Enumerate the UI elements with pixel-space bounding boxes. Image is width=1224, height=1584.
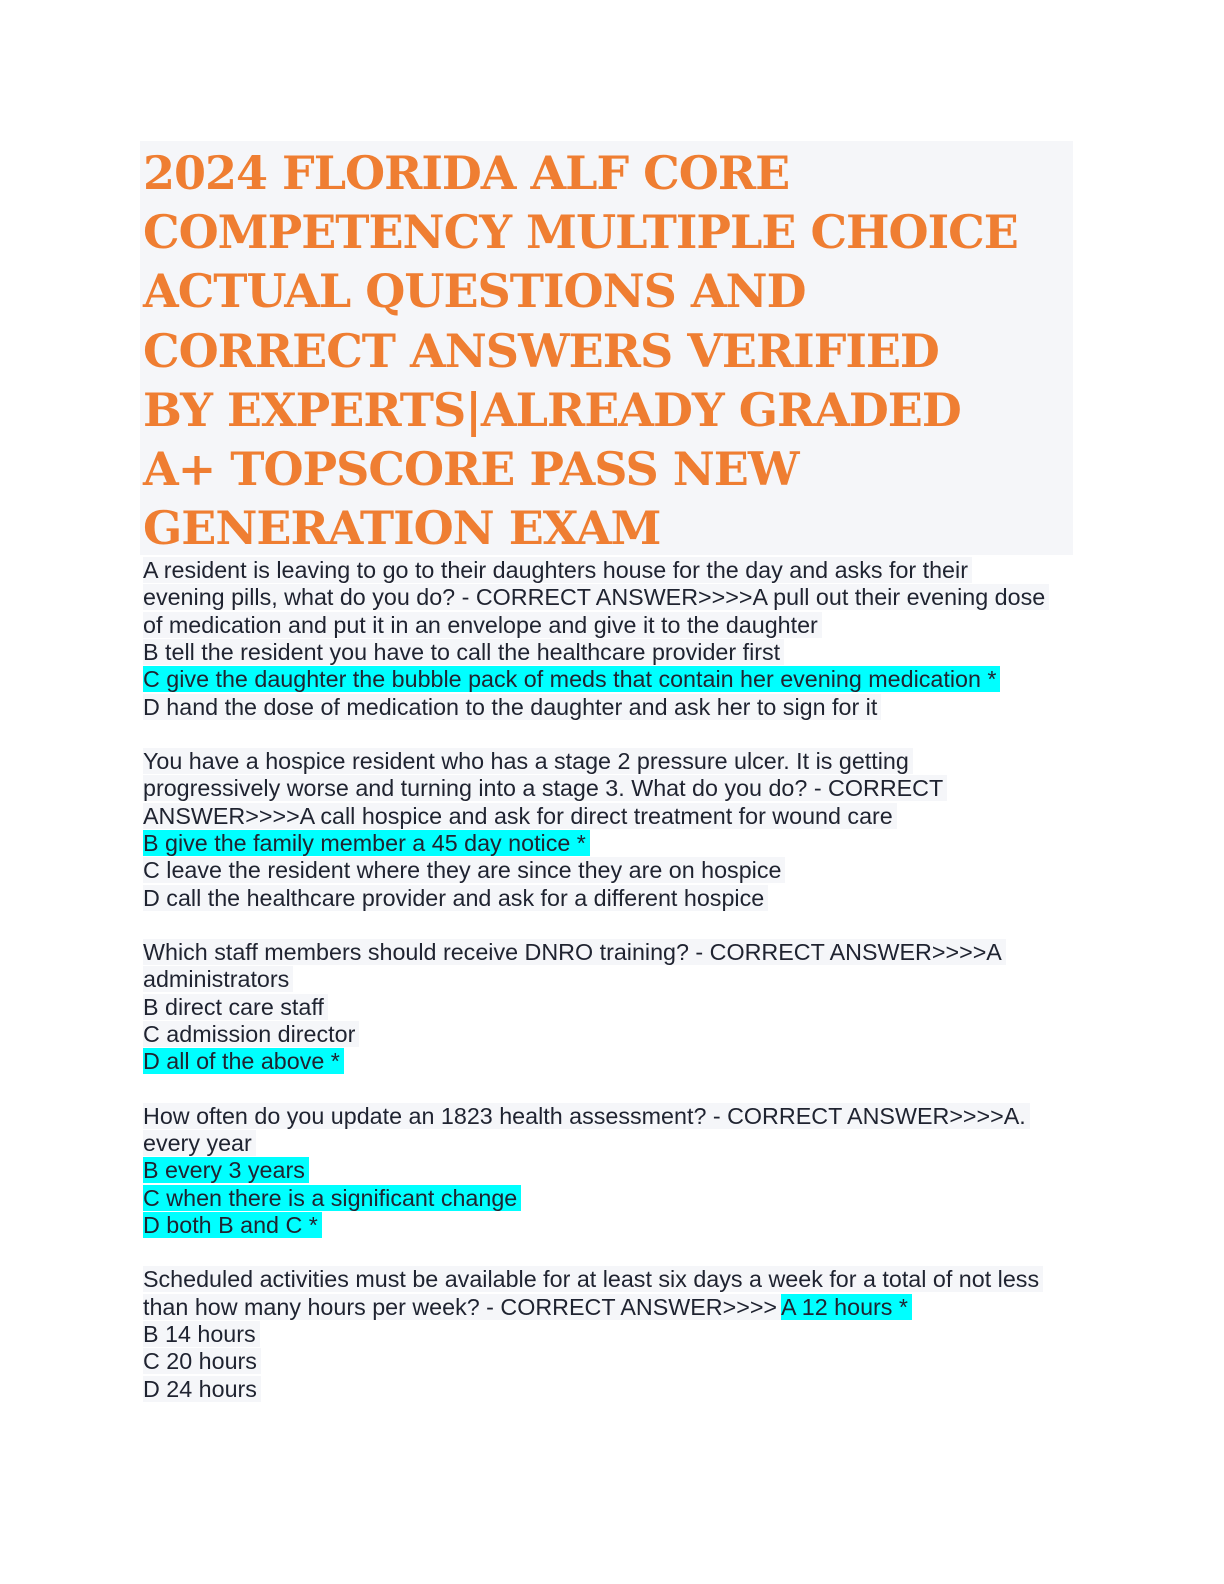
document-title-line-3: ACTUAL QUESTIONS AND xyxy=(143,264,806,318)
question-5-option-c: C 20 hours xyxy=(143,1348,261,1375)
question-1-option-b: B tell the resident you have to call the healthcare provider first xyxy=(143,639,784,666)
question-4-option-b: B every 3 years xyxy=(143,1157,309,1184)
question-1-option-d: D hand the dose of medication to the daughter and ask her to sign for it xyxy=(143,694,881,721)
document-title-line-2: COMPETENCY MULTIPLE CHOICE xyxy=(143,205,1018,259)
question-5-line-2: than how many hours per week? - CORRECT ANSWER>>>> A 12 hours * xyxy=(143,1294,912,1321)
question-2-line-3: ANSWER>>>>A call hospice and ask for direct treatment for wound care xyxy=(143,803,897,830)
question-4-option-c: C when there is a significant change xyxy=(143,1185,521,1212)
question-3-line-1: Which staff members should receive DNRO training? - CORRECT ANSWER>>>>A xyxy=(143,939,1006,966)
question-3-option-b: B direct care staff xyxy=(143,994,328,1021)
question-2-option-d: D call the healthcare provider and ask for a different hospice xyxy=(143,885,768,912)
question-3-option-d-correct: D all of the above * xyxy=(143,1048,344,1075)
question-1-line-2: evening pills, what do you do? - CORRECT ANSWER>>>>A pull out their evening dose xyxy=(143,584,1049,611)
question-1-line-3: of medication and put it in an envelope and give it to the daughter xyxy=(143,612,822,639)
document-title-line-5: BY EXPERTS|ALREADY GRADED xyxy=(143,383,961,437)
question-1-line-1: A resident is leaving to go to their daughters house for the day and asks for their xyxy=(143,557,972,584)
question-2-line-1: You have a hospice resident who has a stage 2 pressure ulcer. It is getting xyxy=(143,748,913,775)
question-2-line-2: progressively worse and turning into a stage 3. What do you do? - CORRECT xyxy=(143,775,947,802)
question-5-option-b: B 14 hours xyxy=(143,1321,260,1348)
document-title-line-7: GENERATION EXAM xyxy=(143,501,661,555)
question-4-line-2: every year xyxy=(143,1130,256,1157)
question-2-option-c: C leave the resident where they are since they are on hospice xyxy=(143,857,785,884)
document-title-line-4: CORRECT ANSWERS VERIFIED xyxy=(143,324,939,378)
question-3-line-2: administrators xyxy=(143,966,293,993)
question-2-option-b-correct: B give the family member a 45 day notice * xyxy=(143,830,590,857)
question-4-line-1: How often do you update an 1823 health assessment? - CORRECT ANSWER>>>>A. xyxy=(143,1103,1030,1130)
question-5-option-d: D 24 hours xyxy=(143,1376,261,1403)
question-1-option-c-correct: C give the daughter the bubble pack of meds that contain her evening medication * xyxy=(143,666,1000,693)
question-5-option-a-correct: A 12 hours * xyxy=(781,1294,912,1320)
question-5-line-1: Scheduled activities must be available for at least six days a week for a total of not less xyxy=(143,1266,1043,1293)
question-3-option-c: C admission director xyxy=(143,1021,359,1048)
document-title-line-1: 2024 FLORIDA ALF CORE xyxy=(143,146,790,200)
document-title-line-6: A+ TOPSCORE PASS NEW xyxy=(143,442,799,496)
question-4-option-d-correct: D both B and C * xyxy=(143,1212,322,1239)
